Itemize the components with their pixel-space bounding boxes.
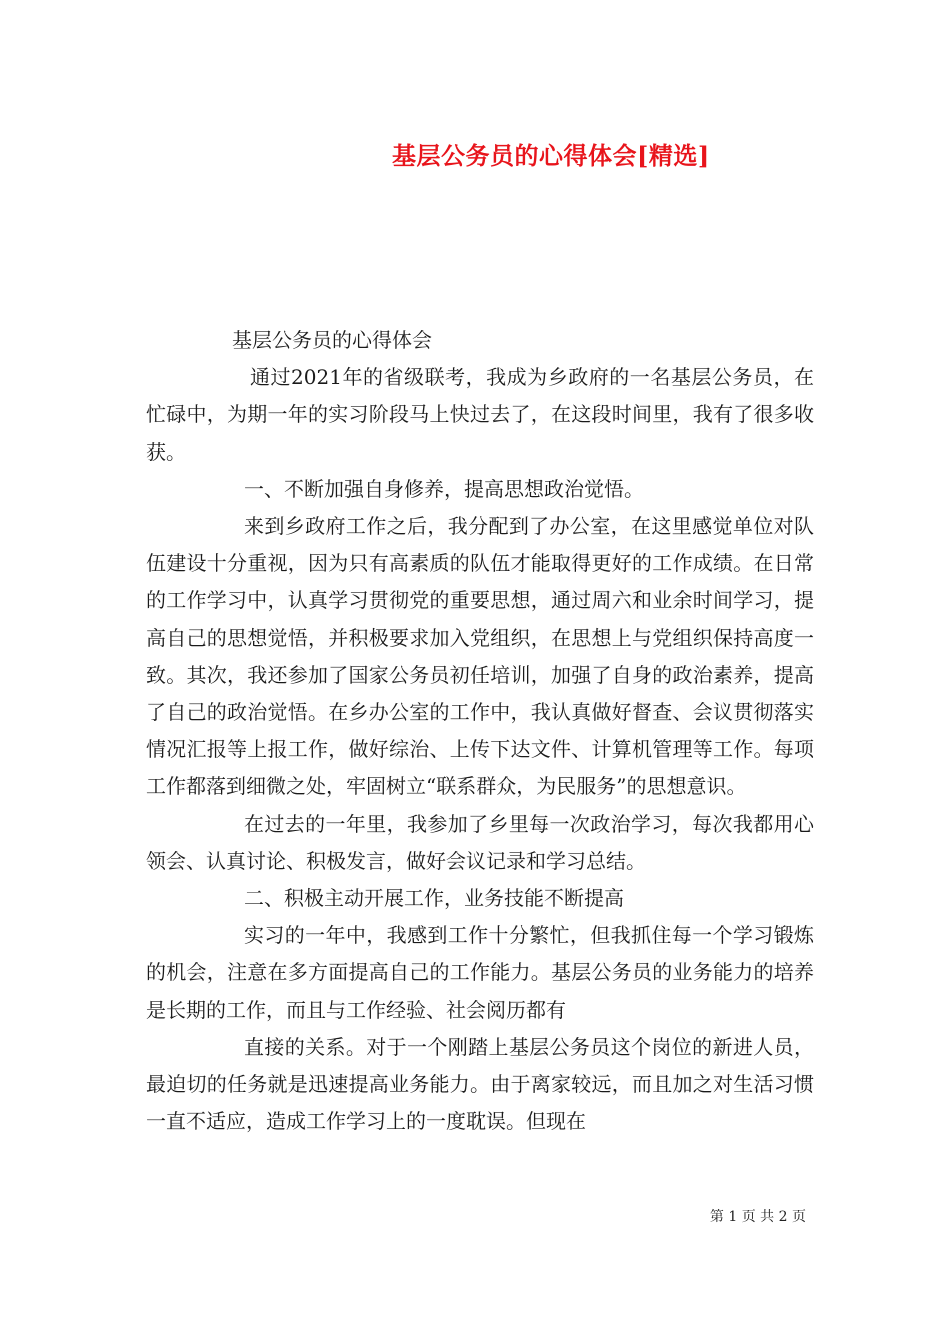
body-subtitle: 基层公务员的心得体会	[232, 328, 432, 352]
page-number: 第 1 页 共 2 页	[709, 1209, 806, 1225]
body-paragraph: 实习的一年中，我感到工作十分繁忙，但我抓住每一个学习锻炼的机会，注意在多方面提高自己的工作能力。基层公务员的业务能力的培养是长期的工作，而且与工作经验、社会阅历都有	[146, 923, 814, 1022]
body-paragraph: 在过去的一年里，我参加了乡里每一次政治学习，每次我都用心领会、认真讨论、积极发言，做好会议记录和学习总结。	[146, 811, 814, 873]
document-body	[146, 322, 814, 1140]
body-paragraph: 直接的关系。对于一个刚踏上基层公务员这个岗位的新进人员，最迫切的任务就是迅速提高业务能力。由于离家较远，而且加之对生活习惯一直不适应，造成工作学习上的一度耽误。但现在	[146, 1034, 814, 1134]
body-paragraph: 通过2021年的省级联考，我成为乡政府的一名基层公务员，在忙碌中，为期一年的实习阶段马上快过去了，在这段时间里，我有了很多收获。	[146, 365, 814, 464]
body-paragraph: 来到乡政府工作之后，我分配到了办公室，在这里感觉单位对队伍建设十分重视，因为只有高素质的队伍才能取得更好的工作成绩。在日常的工作学习中，认真学习贯彻党的重要思想，通过周六和业余时间学习，提高自己的思想觉悟，并积极要求加入党组织，在思想上与党组织保持高度一致。其次，我还参加了国家公务员初任培训，加强了自身的政治素养，提高了自己的政治觉悟。在乡办公室的工作中，我认真做好督查、会议贯彻落实情况汇报等上报工作，做好综治、上传下达文件、计算机管理等工作。每项工作都落到细微之处，牢固树立“联系群众，为民服务”的思想意识。	[146, 514, 814, 799]
section-heading: 二、积极主动开展工作，业务技能不断提高	[244, 886, 624, 911]
document-title: 基层公务员的心得体会[精选]	[392, 141, 710, 170]
section-heading: 一、不断加强自身修养，提高思想政治觉悟。	[244, 476, 644, 501]
